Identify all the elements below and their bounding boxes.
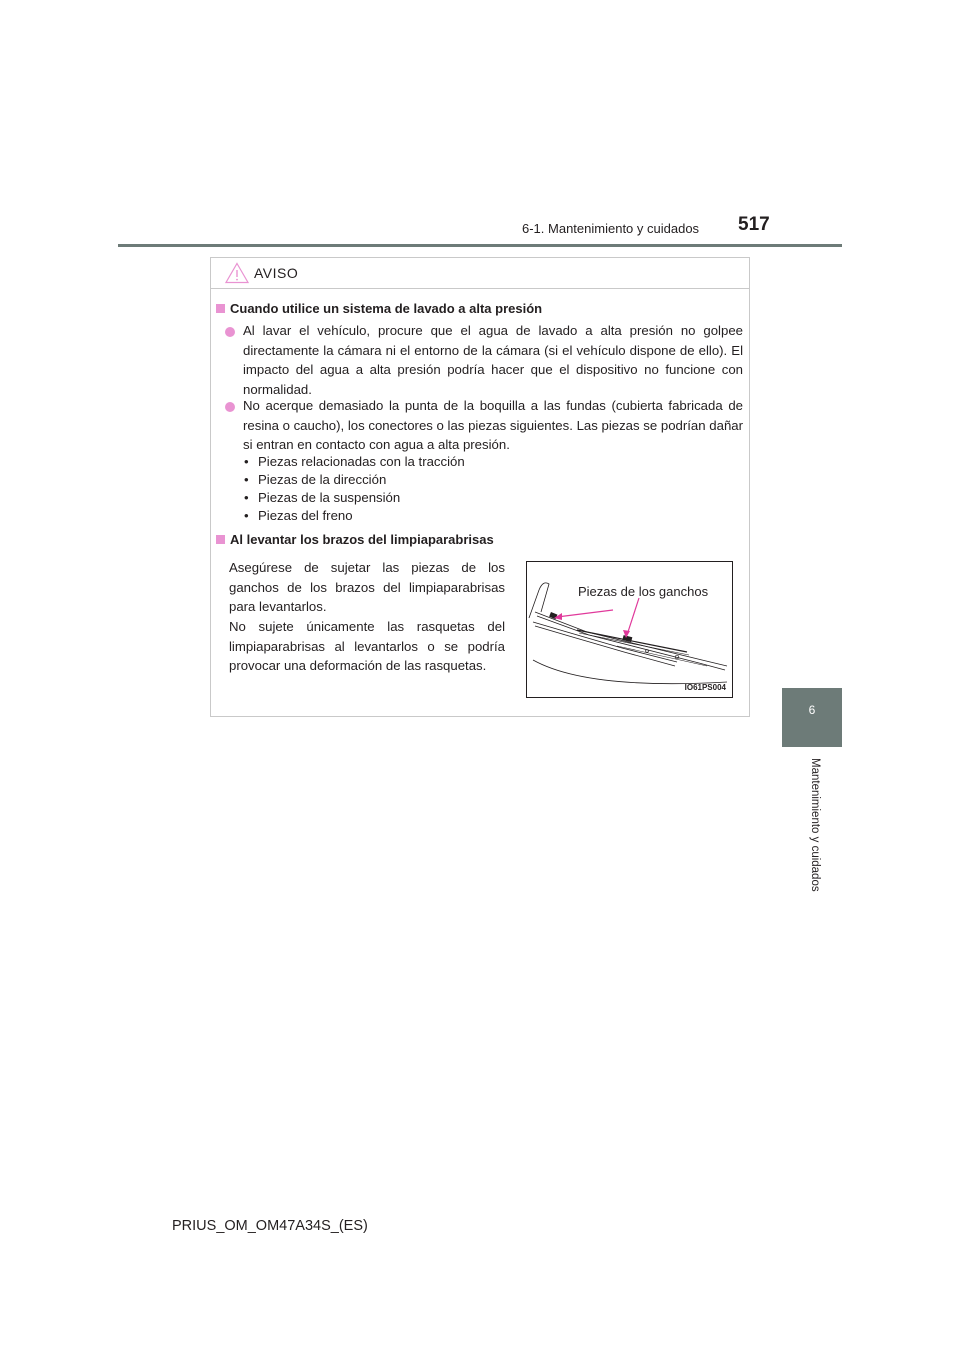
square-bullet-icon [216,304,225,313]
chapter-label: Mantenimiento y cuidados [809,758,821,892]
section-heading-wiper: Al levantar los brazos del limpiaparabrisas [216,532,494,547]
header-rule [118,244,842,247]
chapter-number: 6 [808,703,816,717]
wiper-illustration [526,561,733,698]
warning-header [211,258,749,289]
bullet-icon [225,327,235,337]
warning-box [210,257,750,717]
figure-callout: Piezas de los ganchos [578,584,709,599]
paragraph-nozzle: No acerque demasiado la punta de la boquilla a las fundas (cubierta fabricada de resina o caucho), los conectores o las piezas siguientes. Las piezas se podrían dañar si entran en contacto con agua a alta presión. [243,398,743,452]
square-bullet-icon [216,535,225,544]
parts-list [244,453,465,525]
section-heading-pressure-wash: Cuando utilice un sistema de lavado a alta presión [216,301,542,316]
bullet-icon [225,402,235,412]
warning-title: AVISO [254,265,299,281]
paragraph-blades: No sujete únicamente las rasquetas del limpiaparabrisas al levantarlos o se podría provocar una deformación de las rasquetas. [229,619,505,673]
document-code: PRIUS_OM_OM47A34S_(ES) [172,1218,368,1234]
list-item: • Piezas de la dirección [244,471,465,489]
list-item: • Piezas relacionadas con la tracción [244,453,465,471]
paragraph-camera: Al lavar el vehículo, procure que el agua de lavado a alta presión no golpee directamente la cámara ni el entorno de la cámara (si el vehículo dispone de ello). El impacto del agua a alta presión podría hacer que el dispositivo no funcione con normalidad. [243,323,743,397]
list-item: • Piezas del freno [244,507,465,525]
warning-triangle-icon [225,262,249,284]
figure-code: IO61PS004 [684,683,726,692]
list-item: • Piezas de la suspensión [244,489,465,507]
chapter-tab [782,688,842,747]
page-number: 517 [738,214,770,235]
section-title: 6-1. Mantenimiento y cuidados [522,221,700,236]
paragraph-hook-parts: Asegúrese de sujetar las piezas de los ganchos de los brazos del limpiaparabrisas para levantarlos. [229,560,505,614]
wiper-drawing [527,562,732,697]
